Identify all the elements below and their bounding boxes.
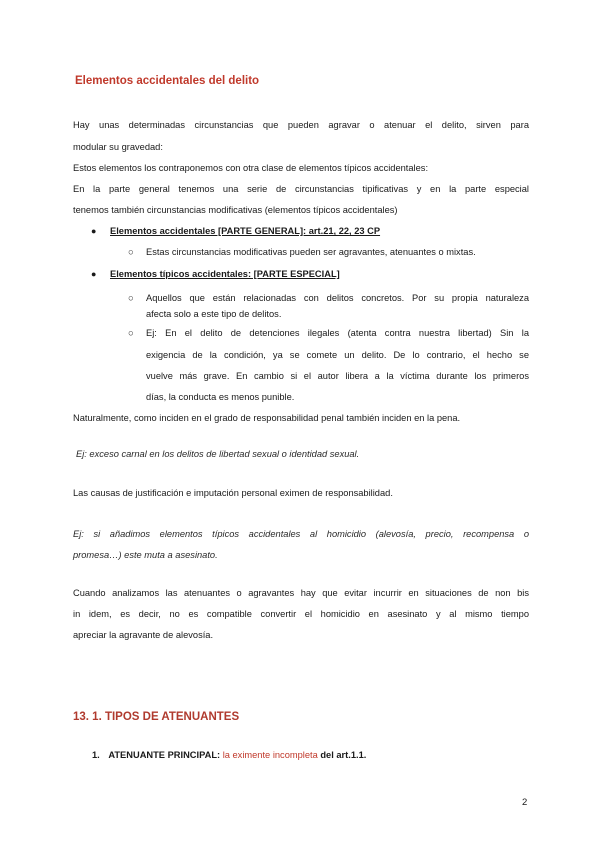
paragraph-line: apreciar la agravante de alevosía. bbox=[73, 630, 214, 640]
example-text: Ej: exceso carnal en los delitos de libertad sexual o identidad sexual. bbox=[76, 449, 360, 459]
paragraph-line: Naturalmente, como inciden en el grado de responsabilidad penal también inciden en la pena. bbox=[73, 413, 461, 423]
sub-bullet-text: vuelve más grave. En cambio si el autor libera a la víctima durante los primeros bbox=[146, 371, 529, 381]
sub-bullet-marker: ○ bbox=[128, 328, 134, 338]
list-label: ATENUANTE PRINCIPAL: bbox=[108, 750, 221, 760]
bullet-label: Elementos accidentales [PARTE GENERAL]: art.21, 22, 23 CP bbox=[110, 226, 381, 236]
section-title: 13. 1. TIPOS DE ATENUANTES bbox=[73, 711, 240, 723]
bullet-label: Elementos típicos accidentales: [PARTE ESPECIAL] bbox=[110, 269, 340, 279]
sub-bullet-marker: ○ bbox=[128, 247, 134, 257]
example-text: promesa…) este muta a asesinato. bbox=[73, 550, 218, 560]
list-highlight: la eximente incompleta bbox=[222, 750, 318, 760]
paragraph-line: Estos elementos los contraponemos con otra clase de elementos típicos accidentales: bbox=[73, 163, 429, 173]
sub-bullet-text: Aquellos que están relacionadas con delitos concretos. Por su propia naturaleza bbox=[146, 293, 529, 303]
example-text: Ej: si añadimos elementos típicos accidentales al homicidio (alevosía, precio, recompensa o bbox=[73, 529, 529, 539]
paragraph-line: En la parte general tenemos una serie de circunstancias tipificativas y en la parte especial bbox=[73, 184, 529, 194]
sub-bullet-text: afecta solo a este tipo de delitos. bbox=[146, 309, 282, 319]
sub-bullet-text: exigencia de la condición, ya se comete un delito. De lo contrario, el hecho se bbox=[146, 350, 529, 360]
page-number: 2 bbox=[522, 797, 528, 808]
list-item bbox=[92, 750, 366, 760]
paragraph-line: Las causas de justificación e imputación personal eximen de responsabilidad. bbox=[73, 488, 393, 498]
paragraph-line: tenemos también circunstancias modificativas (elementos típicos accidentales) bbox=[73, 205, 398, 215]
paragraph-line: Cuando analizamos las atenuantes o agravantes hay que evitar incurrir en situaciones de non bis bbox=[73, 588, 529, 598]
bullet-marker: ● bbox=[91, 269, 97, 279]
paragraph-line: modular su gravedad: bbox=[73, 142, 163, 152]
list-tail: del art.1.1. bbox=[320, 750, 367, 760]
list-number: 1. bbox=[92, 750, 100, 760]
section-heading: Elementos accidentales del delito bbox=[75, 75, 260, 87]
paragraph-line: in idem, es decir, no es compatible convertir el homicidio en asesinato y al mismo tiempo bbox=[73, 609, 529, 619]
paragraph-line: Hay unas determinadas circunstancias que pueden agravar o atenuar el delito, sirven para bbox=[73, 120, 529, 130]
sub-bullet-text: Ej: En el delito de detenciones ilegales (atenta contra nuestra libertad) Sin la bbox=[146, 328, 529, 338]
bullet-marker: ● bbox=[91, 226, 97, 236]
sub-bullet-marker: ○ bbox=[128, 293, 134, 303]
sub-bullet-text: días, la conducta es menos punible. bbox=[146, 392, 295, 402]
sub-bullet-text: Estas circunstancias modificativas pueden ser agravantes, atenuantes o mixtas. bbox=[146, 247, 476, 257]
